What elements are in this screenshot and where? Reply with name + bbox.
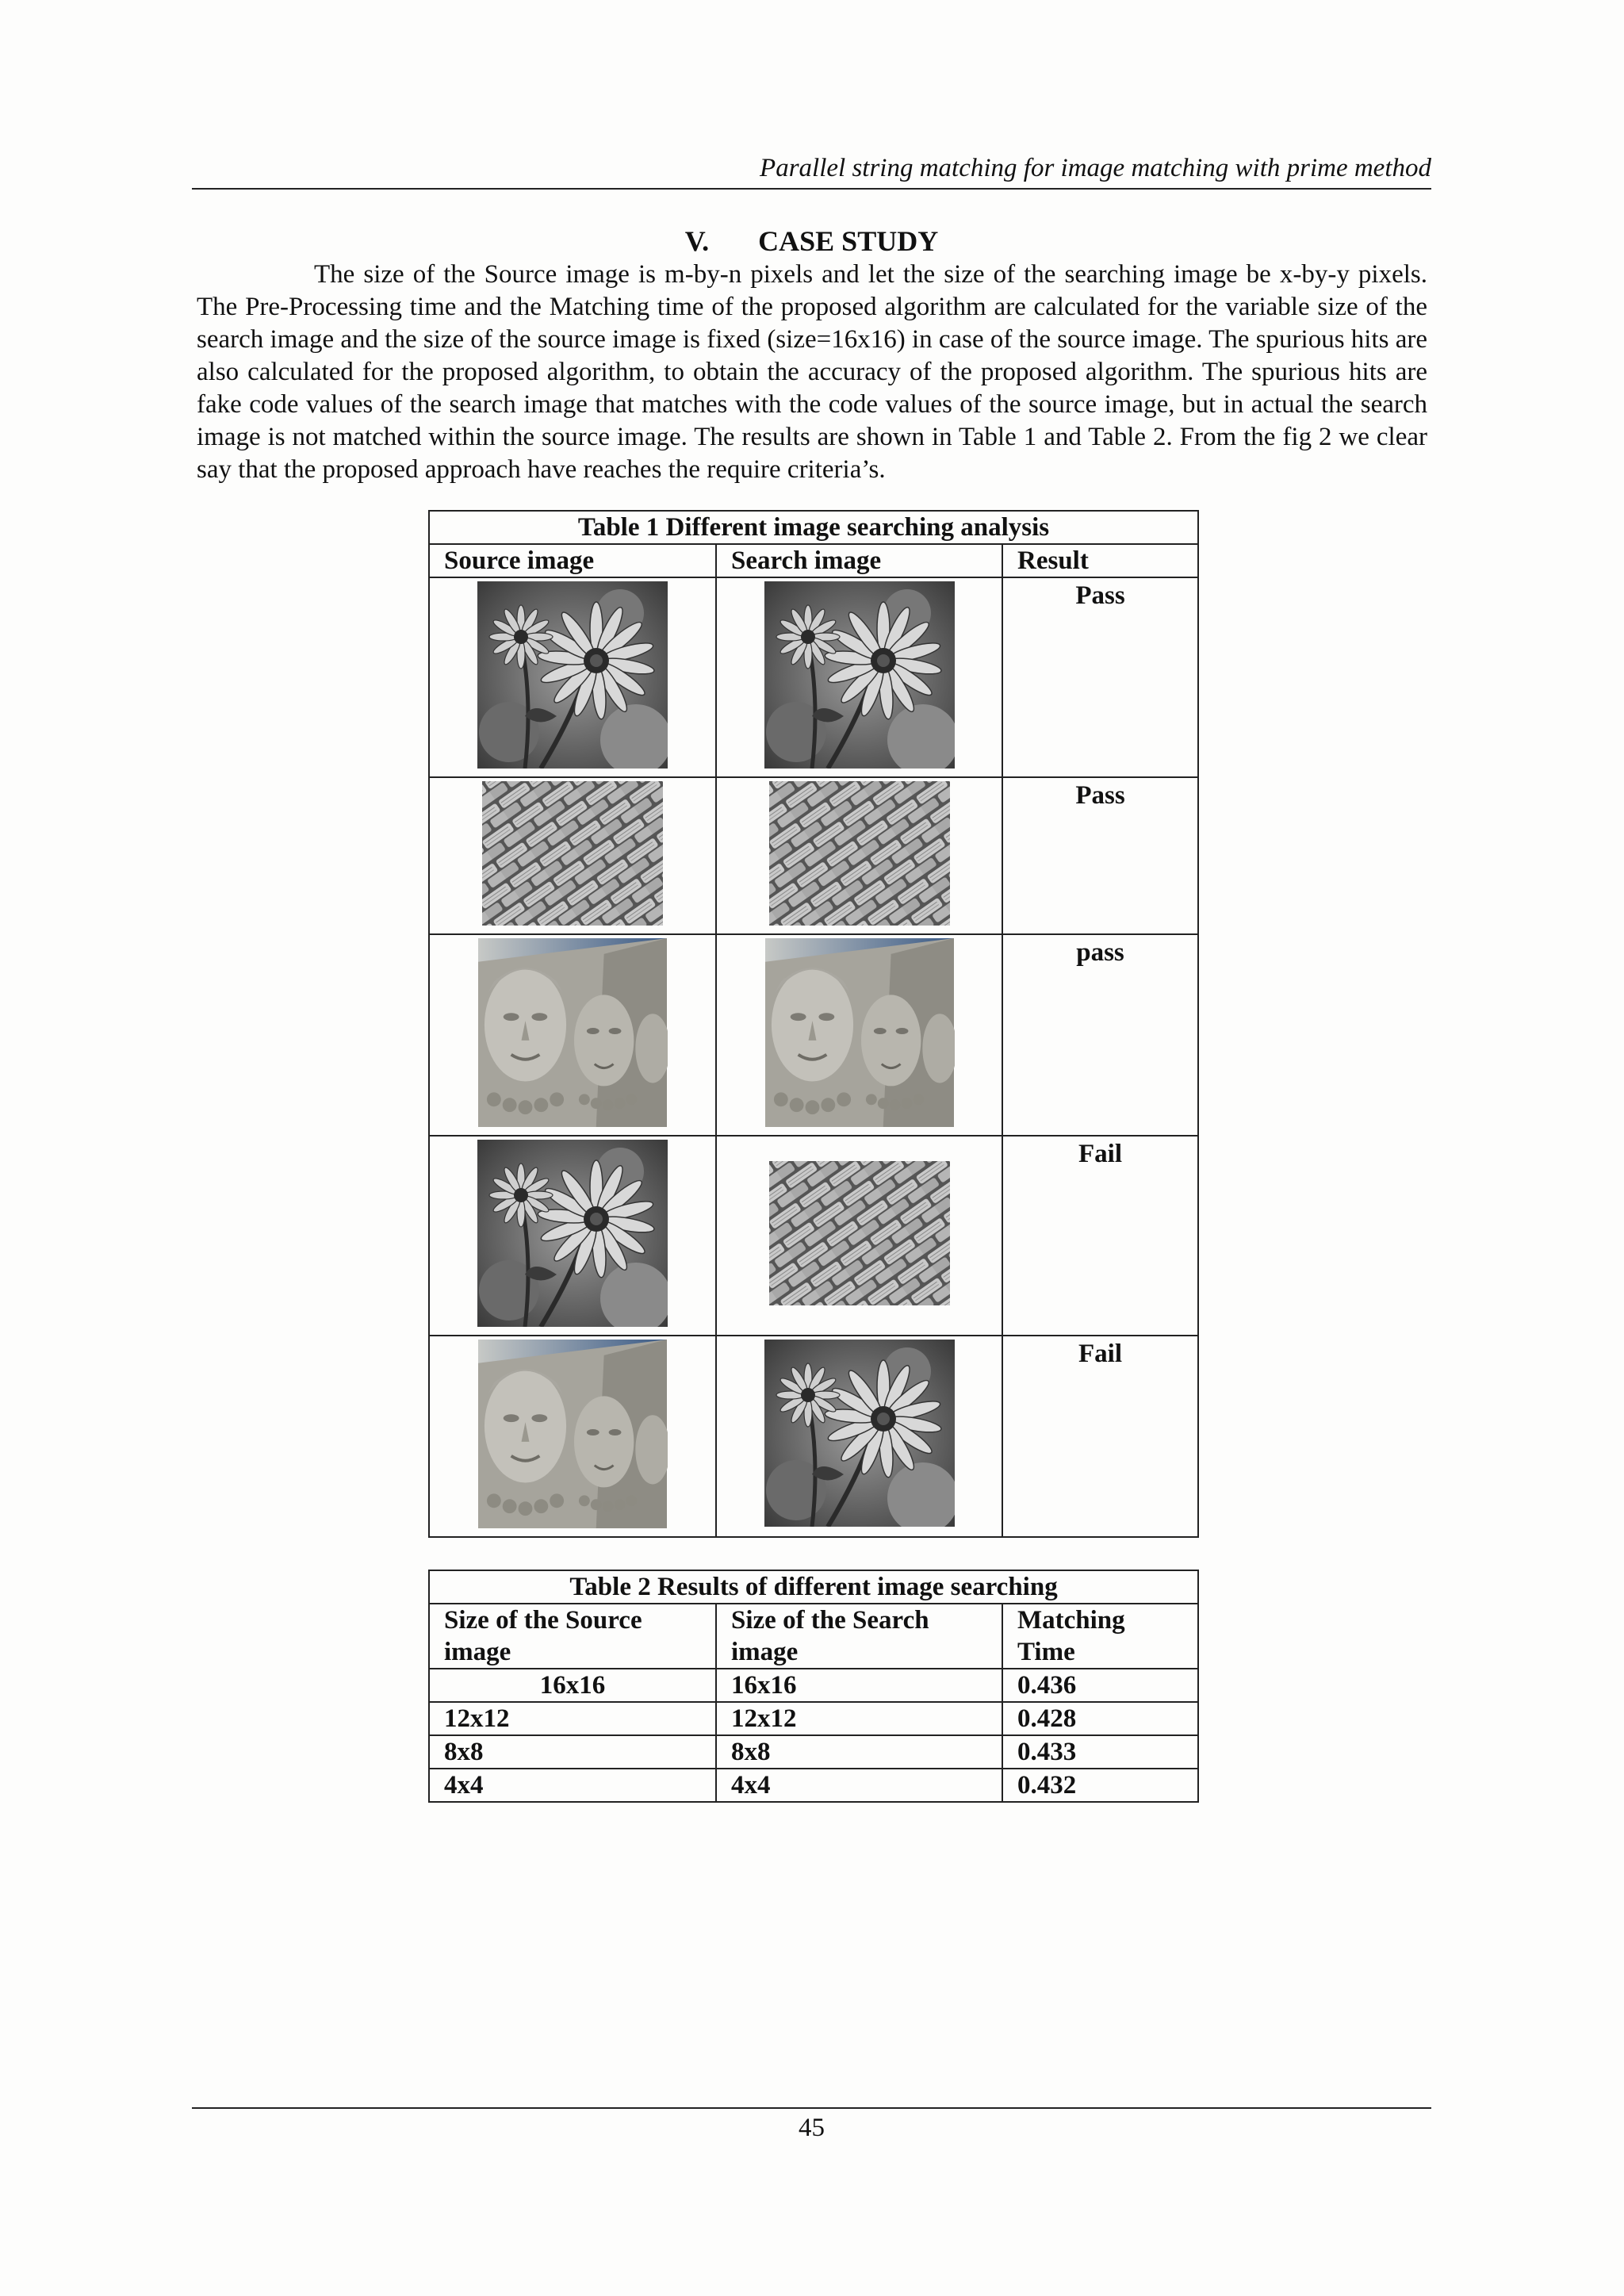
table-1-caption: Table 1 Different image searching analysis (429, 511, 1198, 544)
search-image (764, 581, 955, 769)
source-image-cell (429, 934, 716, 1136)
source-image (477, 581, 668, 769)
search-image-cell (716, 1336, 1002, 1537)
table-row (429, 1769, 1198, 1802)
table-row (429, 934, 1198, 1136)
result-cell: pass (1002, 934, 1198, 1136)
source-image (477, 938, 668, 1127)
section-number: V. (684, 225, 710, 257)
search-image-cell (716, 577, 1002, 777)
table-1-header-cell: Result (1002, 544, 1198, 577)
search-image-cell (716, 1136, 1002, 1336)
table-row (429, 1669, 1198, 1702)
search-image-cell (716, 777, 1002, 934)
table-cell: 8x8 (716, 1735, 1002, 1769)
header-rule (192, 188, 1431, 190)
table-2-header-row (429, 1604, 1198, 1669)
search-image (769, 1140, 950, 1327)
table-cell: 12x12 (716, 1702, 1002, 1735)
source-image-cell (429, 1136, 716, 1336)
table-2-caption: Table 2 Results of different image searching (429, 1570, 1198, 1604)
source-image-cell (429, 577, 716, 777)
table-1-header-cell: Source image (429, 544, 716, 577)
body-paragraph: The size of the Source image is m-by-n pixels and let the size of the searching image be x-by-y pixels. The Pre-Processing time and the Matching time of the proposed algorithm are calculated for the variable size of the search image and the size of the source image is fixed (size=16x16) in case of the source image. The spurious hits are also calculated for the proposed algorithm, to obtain the accuracy of the proposed algorithm. The spurious hits are fake code values of the search image that matches with the code values of the source image, but in actual the search image is not matched within the source image. The results are shown in Table 1 and Table 2. From the fig 2 we clear say that the proposed approach have reaches the require criteria’s. (197, 260, 1427, 484)
table-cell: 4x4 (429, 1769, 716, 1802)
table-cell: 16x16 (716, 1669, 1002, 1702)
result-cell: Fail (1002, 1136, 1198, 1336)
table-cell: 0.436 (1002, 1669, 1198, 1702)
search-image (764, 1340, 955, 1527)
search-image (764, 938, 955, 1127)
table-row (429, 1136, 1198, 1336)
search-image (769, 781, 950, 926)
table-cell: 0.432 (1002, 1769, 1198, 1802)
source-image (482, 781, 663, 926)
table-cell: 4x4 (716, 1769, 1002, 1802)
source-image (477, 1140, 668, 1327)
table-row (429, 577, 1198, 777)
source-image-cell (429, 1336, 716, 1537)
table-1 (428, 510, 1199, 1538)
table-cell: 0.428 (1002, 1702, 1198, 1735)
result-cell: Fail (1002, 1336, 1198, 1537)
table-1-header-row (429, 544, 1198, 577)
result-cell: Pass (1002, 577, 1198, 777)
table-row (429, 1336, 1198, 1537)
section-title: CASE STUDY (758, 225, 939, 257)
table-row (429, 777, 1198, 934)
source-image-cell (429, 777, 716, 934)
table-2-header-cell: Matching Time (1002, 1604, 1198, 1669)
table-1-header-cell: Search image (716, 544, 1002, 577)
page-number: 45 (799, 2114, 825, 2142)
table-2 (428, 1570, 1199, 1803)
table-cell: 16x16 (429, 1669, 716, 1702)
footer-rule (192, 2107, 1431, 2109)
table-cell: 12x12 (429, 1702, 716, 1735)
section-heading (192, 224, 1431, 258)
source-image (477, 1340, 668, 1528)
result-cell: Pass (1002, 777, 1198, 934)
running-title: Parallel string matching for image matching with prime method (760, 154, 1431, 182)
table-2-header-cell: Size of the Search image (716, 1604, 1002, 1669)
table-cell: 0.433 (1002, 1735, 1198, 1769)
table-row (429, 1702, 1198, 1735)
table-cell: 8x8 (429, 1735, 716, 1769)
table-2-header-cell: Size of the Source image (429, 1604, 716, 1669)
search-image-cell (716, 934, 1002, 1136)
table-row (429, 1735, 1198, 1769)
